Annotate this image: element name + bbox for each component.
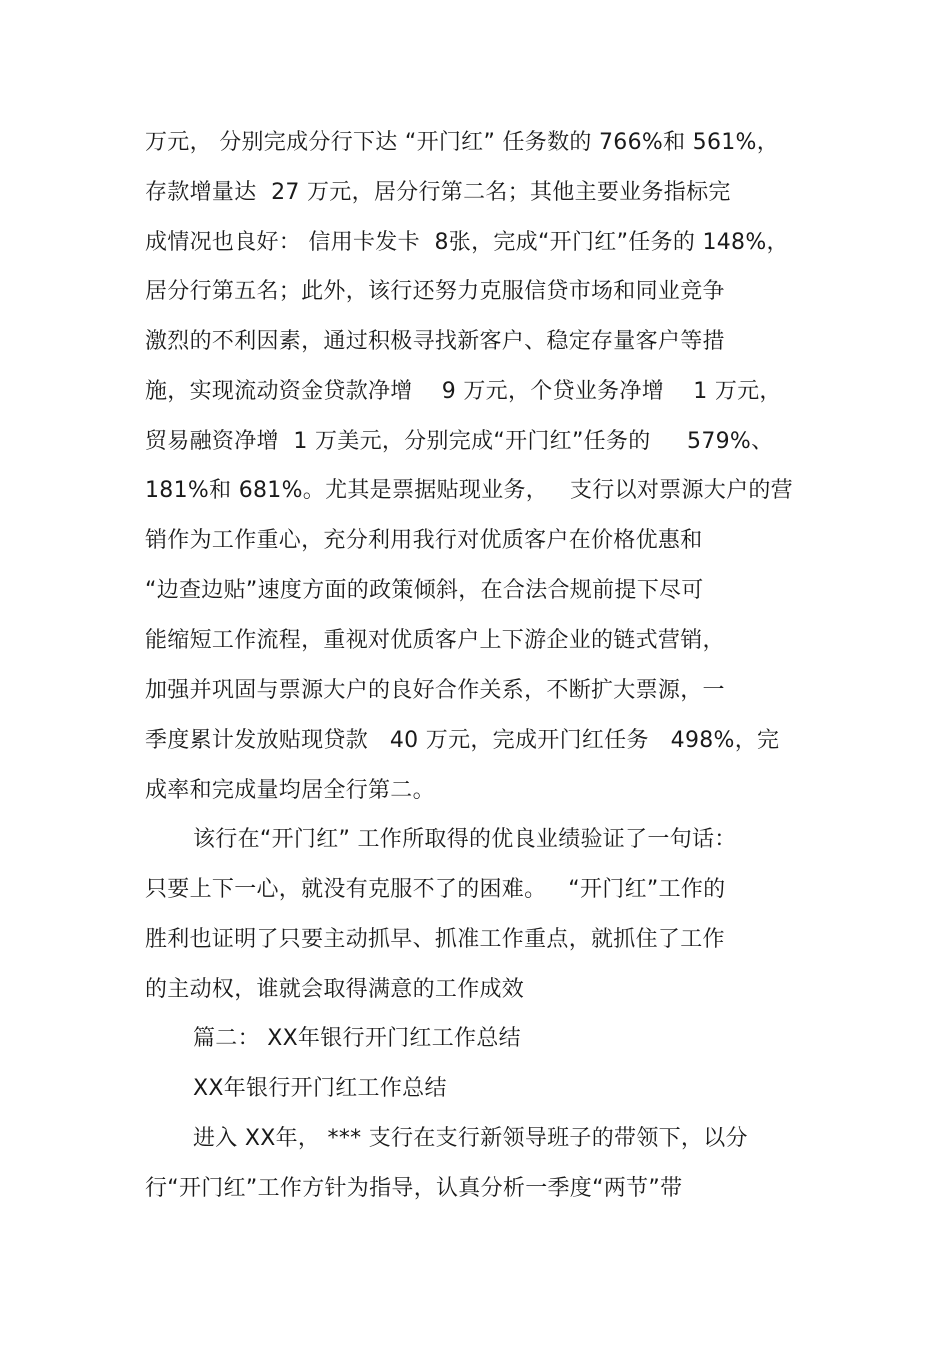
text-line-16: 只要上下一心，就没有克服不了的困难。 “开门红”工作的 bbox=[145, 877, 726, 902]
text-line-17: 胜利也证明了只要主动抓早、抓准工作重点，就抓住了工作 bbox=[145, 927, 725, 952]
text-line-14: 成率和完成量均居全行第二。 bbox=[145, 778, 435, 803]
text-line-10: “边查边贴”速度方面的政策倾斜，在合法合规前提下尽可 bbox=[145, 578, 704, 603]
text-line-9: 销作为工作重心，充分利用我行对优质客户在价格优惠和 bbox=[145, 528, 703, 553]
text-line-7: 贸易融资净增 1 万美元，分别完成“开门红”任务的 579%、 bbox=[145, 429, 774, 454]
text-line-2: 存款增量达 27 万元，居分行第二名；其他主要业务指标完 bbox=[145, 180, 731, 205]
article-title: XX年银行开门红工作总结 bbox=[193, 1076, 447, 1101]
text-line-22: 行“开门红”工作方针为指导，认真分析一季度“两节”带 bbox=[145, 1176, 683, 1201]
section-heading: 篇二： XX年银行开门红工作总结 bbox=[193, 1026, 521, 1051]
text-line-18: 的主动权，谁就会取得满意的工作成效 bbox=[145, 977, 525, 1002]
text-line-11: 能缩短工作流程，重视对优质客户上下游企业的链式营销， bbox=[145, 628, 725, 653]
text-line-4: 居分行第五名；此外，该行还努力克服信贷市场和同业竞争 bbox=[145, 279, 725, 304]
text-line-8: 181%和 681%。尤其是票据贴现业务， 支行以对票源大户的营 bbox=[145, 478, 793, 503]
text-line-12: 加强并巩固与票源大户的良好合作关系，不断扩大票源，一 bbox=[145, 678, 725, 703]
text-line-1: 万元， 分别完成分行下达 “开门红” 任务数的 766%和 561%， bbox=[145, 130, 780, 155]
text-line-6: 施，实现流动资金贷款净增 9 万元，个贷业务净增 1 万元， bbox=[145, 379, 782, 404]
text-line-3: 成情况也良好： 信用卡发卡 8张，完成“开门红”任务的 148%， bbox=[145, 230, 789, 255]
text-line-5: 激烈的不利因素，通过积极寻找新客户、稳定存量客户等措 bbox=[145, 329, 725, 354]
text-line-13: 季度累计发放贴现贷款 40 万元，完成开门红任务 498%，完 bbox=[145, 728, 780, 753]
text-line-15: 该行在“开门红” 工作所取得的优良业绩验证了一句话： bbox=[193, 827, 737, 852]
text-line-21: 进入 XX年， *** 支行在支行新领导班子的带领下，以分 bbox=[193, 1126, 748, 1151]
